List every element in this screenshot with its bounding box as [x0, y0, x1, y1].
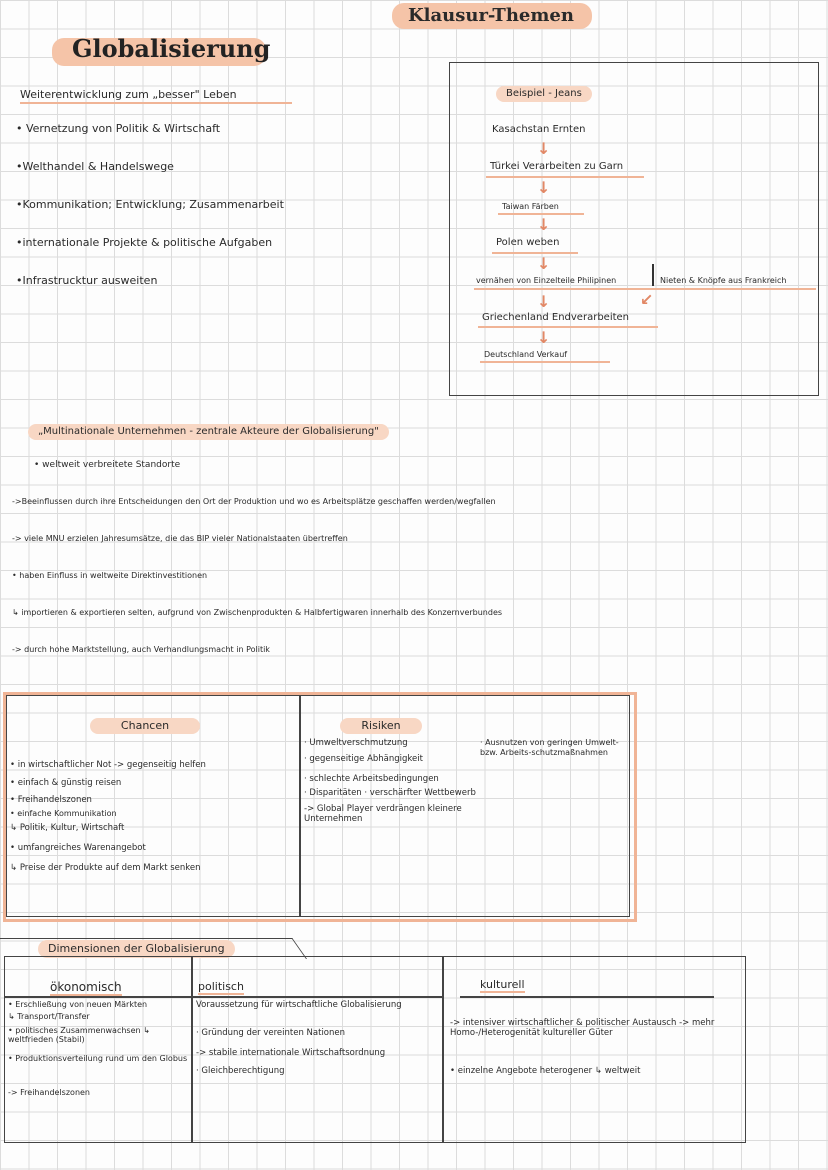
oekonomisch-item: -> Freihandelszonen	[8, 1088, 90, 1097]
underline	[492, 252, 578, 254]
risiken-list	[304, 738, 476, 824]
kulturell-item: -> intensiver wirtschaftlicher & politischer Austausch -> mehr Homo-/Heterogenität kultureller Güter	[450, 1018, 715, 1038]
arrow-icon: ↓	[537, 292, 551, 311]
risiken-item: · schlechte Arbeitsbedingungen	[304, 774, 439, 784]
divider	[652, 264, 654, 286]
exam-topics-text: Klausur-Themen	[408, 5, 574, 26]
chancen-item: ↳ Politik, Kultur, Wirtschaft	[10, 823, 125, 833]
oekonomisch-item: • politisches Zusammenwachsen ↳ weltfrieden (Stabil)	[8, 1026, 150, 1044]
mnu-line: -> viele MNU erzielen Jahresumsätze, die das BIP vieler Nationalstaaten übertreffen	[12, 534, 348, 543]
chancen-item: • einfach & günstig reisen	[10, 778, 122, 788]
point-item: •Infrastrucktur ausweiten	[16, 274, 158, 287]
oekonomisch-item: • Produktionsverteilung rund um den Globus	[8, 1054, 188, 1063]
chancen-list	[10, 760, 296, 881]
col-divider	[442, 956, 444, 1143]
kulturell-item: • einzelne Angebote heterogener ↳ weltweit	[450, 1066, 641, 1076]
arrow-diagonal-icon: ↙	[640, 290, 654, 309]
point-item: •Kommunikation; Entwicklung; Zusammenarbeit	[16, 198, 284, 211]
page-title: Globalisierung	[72, 34, 271, 63]
risiken-side: · Ausnutzen von geringen Umwelt- bzw. Arbeits-schutzmaßnahmen	[480, 738, 619, 757]
underline	[486, 176, 644, 178]
dimension-head-kulturell: kulturell	[480, 978, 525, 991]
point-item: • Vernetzung von Politik & Wirtschaft	[16, 122, 221, 135]
chancen-item: • in wirtschaftlicher Not -> gegenseitig helfen	[10, 760, 206, 770]
example-box	[449, 62, 819, 396]
chancen-title: Chancen	[90, 718, 200, 734]
points-list	[16, 122, 316, 312]
chancen-item: ↳ Preise der Produkte auf dem Markt senken	[10, 863, 201, 873]
mnu-line: -> durch hohe Marktstellung, auch Verhandlungsmacht in Politik	[12, 645, 270, 654]
risiken-item: · gegenseitige Abhängigkeit	[304, 754, 423, 764]
dimension-head-oekonomisch: ökonomisch	[50, 980, 122, 994]
step-philipinen: vernähen von Einzelteile Philipinen	[476, 276, 617, 285]
politisch-item: -> stabile internationale Wirtschaftsordnung	[196, 1048, 386, 1058]
example-title: Beispiel - Jeans	[496, 86, 592, 102]
arrow-icon: ↓	[537, 328, 551, 347]
mnu-line: ↳ importieren & exportieren selten, aufgrund von Zwischenprodukten & Halbfertigwaren innerhalb des Konzernverbundes	[12, 608, 503, 617]
risiken-item: · Disparitäten · verschärfter Wettbewerb	[304, 788, 476, 798]
politisch-item: Voraussetzung für wirtschaftliche Globalisierung	[196, 1000, 402, 1010]
politisch-item: · Gleichberechtigung	[196, 1066, 285, 1076]
step-taiwan: Taiwan Färben	[502, 202, 559, 211]
subtitle: Weiterentwicklung zum „besser" Leben	[20, 88, 292, 104]
head-divider	[4, 996, 442, 998]
mnu-lines	[12, 460, 822, 682]
step-griechenland: Griechenland Endverarbeiten	[482, 312, 630, 323]
chancen-item: • einfache Kommunikation	[10, 809, 117, 818]
step-deutschland: Deutschland Verkauf	[484, 350, 568, 359]
step-tuerkei: Türkei Verarbeiten zu Garn	[490, 161, 624, 172]
step-kasachstan: Kasachstan Ernten	[492, 124, 586, 135]
step-polen: Polen weben	[496, 237, 560, 248]
arrow-icon: ↓	[537, 178, 551, 197]
oekonomisch-item: ↳ Transport/Transfer	[8, 1012, 90, 1021]
politisch-item: · Gründung der vereinten Nationen	[196, 1028, 346, 1038]
politisch-list	[196, 1000, 438, 1076]
arrow-icon: ↓	[537, 139, 551, 158]
risiken-item: · Umweltverschmutzung	[304, 738, 408, 748]
underline	[480, 361, 610, 363]
step-frankreich: Nieten & Knöpfe aus Frankreich	[660, 276, 787, 285]
mnu-line: • weltweit verbreitete Standorte	[34, 460, 181, 470]
kulturell-list	[450, 1018, 734, 1076]
mnu-line: ->Beeinflussen durch ihre Entscheidungen den Ort der Produktion und wo es Arbeitsplätze geschaffen werden/wegfallen	[12, 497, 496, 506]
chancen-item: • umfangreiches Warenangebot	[10, 843, 146, 853]
underline	[478, 326, 658, 328]
point-item: •internationale Projekte & politische Aufgaben	[16, 236, 273, 249]
arrow-icon: ↓	[537, 254, 551, 273]
oekonomisch-item: • Erschließung von neuen Märkten	[8, 1000, 148, 1009]
arrow-icon: ↓	[537, 215, 551, 234]
point-item: •Welthandel & Handelswege	[16, 160, 174, 173]
mnu-heading: „Multinationale Unternehmen - zentrale Akteure der Globalisierung"	[28, 424, 389, 440]
risiken-title: Risiken	[340, 718, 422, 734]
risiken-item: -> Global Player verdrängen kleinere Unternehmen	[304, 804, 462, 824]
head-divider	[460, 996, 714, 998]
dimension-head-politisch: politisch	[198, 980, 244, 993]
col-divider	[191, 956, 193, 1143]
dimensions-title: Dimensionen der Globalisierung	[38, 940, 235, 958]
chancen-item: • Freihandelszonen	[10, 795, 92, 805]
mnu-line: • haben Einfluss in weltweite Direktinvestitionen	[12, 571, 208, 580]
oekonomisch-list	[8, 1000, 188, 1097]
